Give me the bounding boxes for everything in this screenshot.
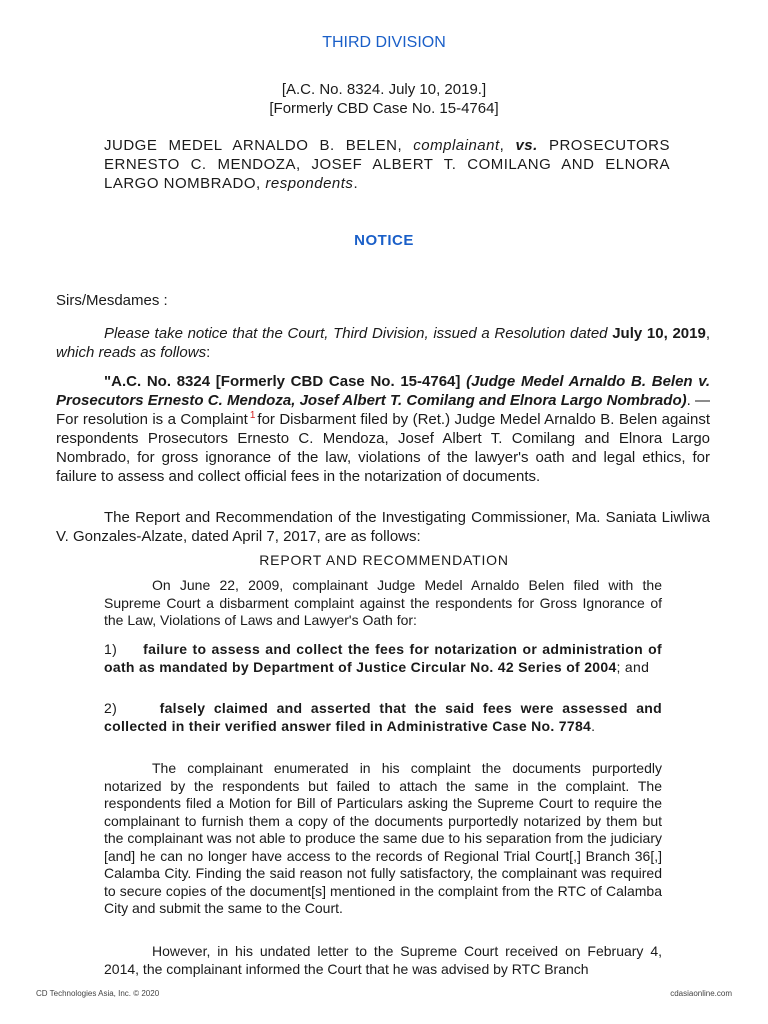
list-item-tail: ; and bbox=[616, 658, 650, 675]
report-intro-paragraph: The Report and Recommendation of the Investigating Commissioner, Ma. Saniata Liwliwa V. Gonzales-Alzate, dated April 7, 2017, are as follows: bbox=[56, 509, 710, 545]
resolution-paragraph bbox=[56, 372, 710, 486]
case-number-block bbox=[0, 80, 768, 118]
versus-label: vs. bbox=[515, 137, 538, 154]
list-item-text: failure to assess and collect the fees for notarization or administration of oath as mandated by Department of Justice Circular No. 42 Series of 2004 bbox=[104, 641, 662, 675]
notice-heading: NOTICE bbox=[354, 232, 414, 249]
case-number: [A.C. No. 8324. July 10, 2019.] bbox=[281, 81, 487, 98]
salutation: Sirs/Mesdames : bbox=[56, 292, 168, 309]
list-item-number: 1) bbox=[104, 641, 118, 657]
complainant-name: JUDGE MEDEL ARNALDO B. BELEN bbox=[104, 137, 398, 154]
resolution-body-start: . — For resolution is a Complaint bbox=[56, 392, 710, 428]
report-paragraph-2: The complainant enumerated in his complaint the documents purportedly notarized by the respondents but failed to attach the same in the complaint. The respondents filed a Motion for Bill of Particulars asking the Supreme Court to require the complainant to furnish them a copy of the documents purportedly notarized by them but the complainant was not able to produce the same due to his separation from the judiciary [and] he can no longer have access to the records of Regional Trial Court[,] Branch 36[,] Calamba City. Finding the said reason not fully satisfactory, the complainant was required to secure copies of the document[s] mentioned in the complaint from the RTC of Calamba City and submit the same to the Court. bbox=[104, 760, 662, 916]
case-parties: JUDGE MEDEL ARNALDO B. BELEN, complainant, vs. PROSECUTORS ERNESTO C. MENDOZA, JOSEF ALBERT T. COMILANG AND ELNORA LARGO NOMBRADO, respondents. bbox=[104, 137, 671, 192]
complainant-role: complainant bbox=[413, 137, 500, 154]
list-item-text: falsely claimed and asserted that the said fees were assessed and collected in their verified answer filed in Administrative Case No. 7784 bbox=[104, 700, 662, 734]
list-item bbox=[104, 641, 662, 676]
resolution-caption: (Judge Medel Arnaldo B. Belen v. Prosecutors Ernesto C. Mendoza, Josef Albert T. Comilang and Elnora Largo Nombrado) bbox=[56, 373, 710, 409]
footnote-link[interactable]: 1 bbox=[249, 410, 256, 421]
list-item bbox=[104, 700, 662, 735]
intro-tail: which reads as follows bbox=[56, 344, 207, 361]
footer-copyright: CD Technologies Asia, Inc. © 2020 bbox=[36, 989, 160, 998]
footer-website: cdasiaonline.com bbox=[670, 989, 732, 998]
report-paragraph-1: On June 22, 2009, complainant Judge Medel Arnaldo Belen filed with the Supreme Court a disbarment complaint against the respondents for Gross Ignorance of the Law, Violations of Laws and Lawyer's Oath for: bbox=[104, 577, 662, 628]
intro-paragraph: Please take notice that the Court, Third Division, issued a Resolution dated July 10, 2019, which reads as follows: bbox=[56, 325, 711, 361]
list-item-tail: . bbox=[591, 717, 596, 734]
report-heading: REPORT AND RECOMMENDATION bbox=[259, 552, 509, 568]
intro-text: Please take notice that the Court, Third Division, issued a Resolution dated bbox=[104, 325, 608, 342]
respondents-names: PROSECUTORS ERNESTO C. MENDOZA, JOSEF ALBERT T. COMILANG AND ELNORA LARGO NOMBRADO bbox=[104, 137, 671, 192]
resolution-body-end: for Disbarment filed by (Ret.) Judge Medel Arnaldo B. Belen against respondents Prosecutors Ernesto C. Mendoza, Josef Albert T. Comilang and Elnora Largo Nombrado, for gross ignorance of the law, violations of the lawyer's oath and legal ethics, for failure to assess and collect official fees in the notarization of documents. bbox=[56, 411, 710, 485]
former-case-number: [Formerly CBD Case No. 15-4764] bbox=[269, 100, 499, 117]
respondents-role: respondents bbox=[265, 175, 354, 192]
resolution-case-ref: "A.C. No. 8324 [Formerly CBD Case No. 15-4764] bbox=[104, 373, 461, 390]
report-paragraph-3: However, in his undated letter to the Supreme Court received on February 4, 2014, the complainant informed the Court that he was advised by RTC Branch bbox=[104, 943, 662, 977]
division-heading: THIRD DIVISION bbox=[322, 34, 446, 51]
list-item-number: 2) bbox=[104, 700, 118, 716]
resolution-date: July 10, 2019 bbox=[612, 325, 706, 342]
